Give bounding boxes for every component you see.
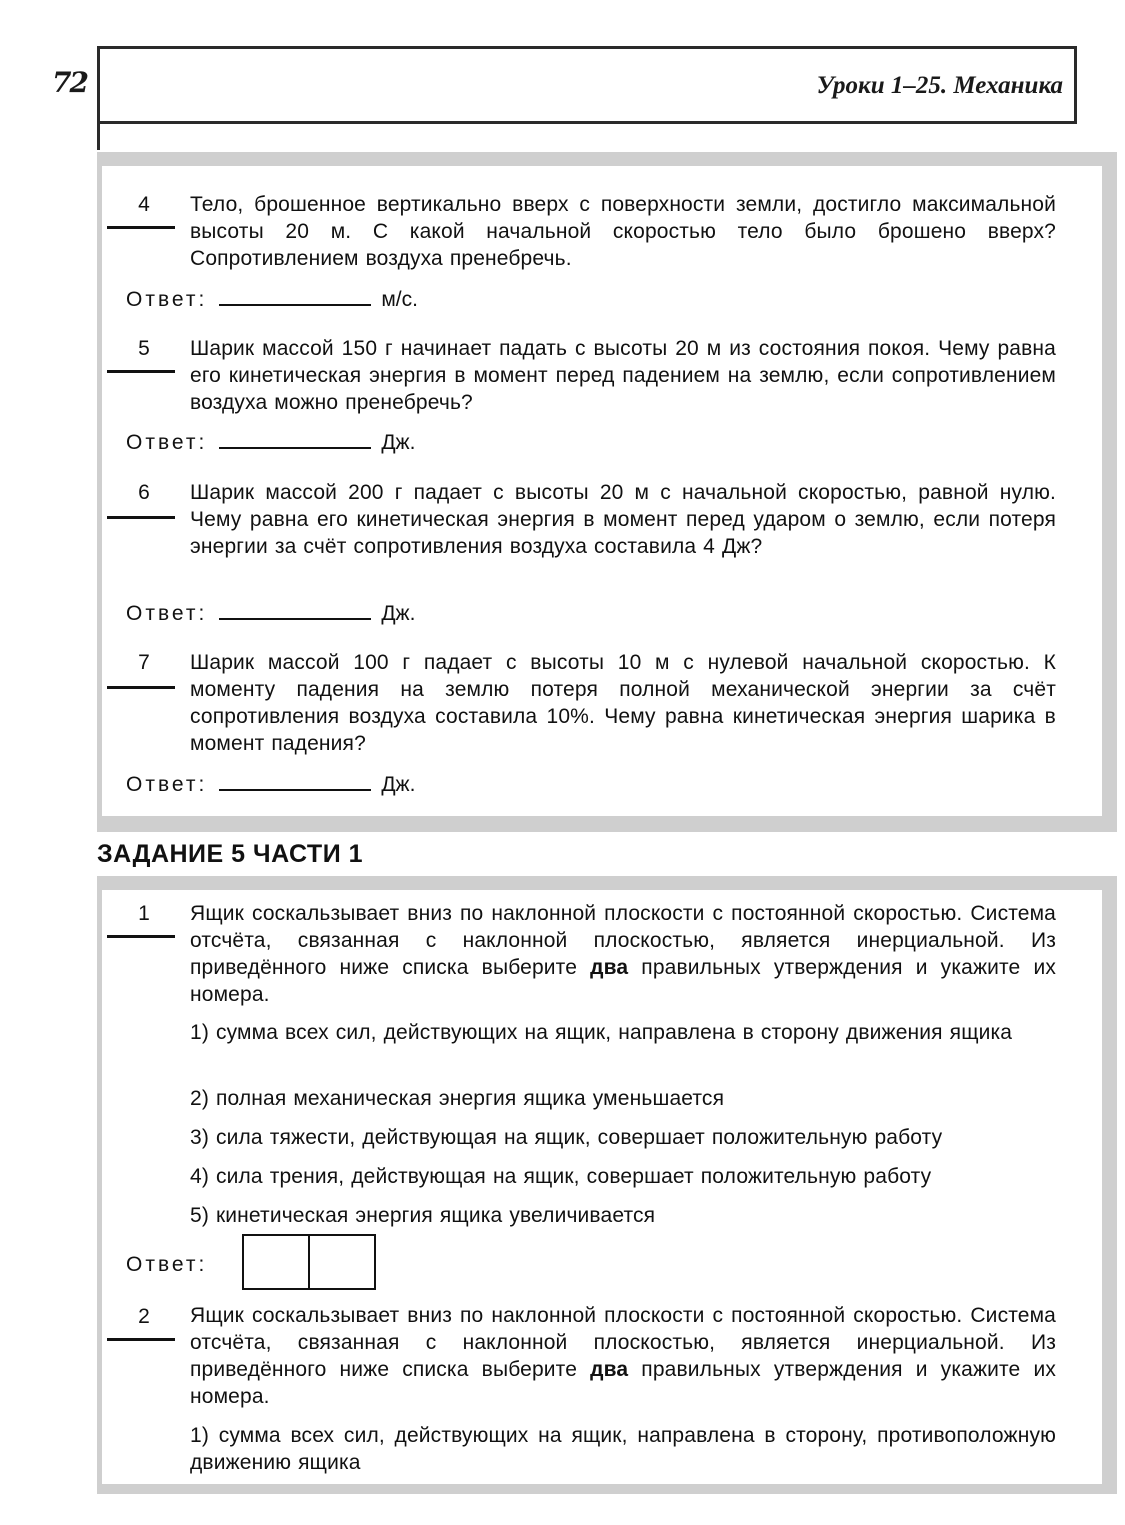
task-text: [190, 900, 1056, 1008]
answer-blank[interactable]: [219, 284, 371, 306]
answer-blank[interactable]: [219, 598, 371, 620]
task-text: [190, 1302, 1056, 1410]
option-item: 3) сила тяжести, действующая на ящик, совершает положительную работу: [190, 1126, 943, 1149]
task-text-emphasis: два: [590, 1358, 629, 1381]
answer-label: Ответ:: [126, 431, 208, 454]
task-number-rule: [107, 370, 175, 373]
task-number: 4: [138, 193, 150, 216]
answer-line: [126, 769, 415, 797]
answer-line: [126, 427, 415, 455]
answer-unit: Дж.: [381, 602, 416, 625]
page-number: 72: [52, 66, 87, 99]
task-number: 2: [138, 1305, 150, 1328]
answer-box-cell[interactable]: [242, 1234, 310, 1290]
task-text: Шарик массой 200 г падает с высоты 20 м с начальной скоростью, равной нулю. Чему равна его кинетическая энергия в момент перед ударом о землю, если потеря энергии за счёт сопротивления воздуха составила 4 Дж?: [190, 481, 1056, 558]
task-number: 5: [138, 337, 150, 360]
option-item: 1) сумма всех сил, действующих на ящик, направлена в сторону, противоположную движению ящика: [190, 1424, 1056, 1474]
task-number: 6: [138, 481, 150, 504]
task-text-part: правильных утверждения и укажите их номера.: [190, 1358, 1057, 1408]
task-number-rule: [107, 686, 175, 689]
option-item: 4) сила трения, действующая на ящик, совершает положительную работу: [190, 1165, 932, 1188]
answer-blank[interactable]: [219, 769, 371, 791]
answer-box-cell[interactable]: [310, 1234, 376, 1290]
task-number-rule: [107, 516, 175, 519]
task-text-part: Ящик соскальзывает вниз по наклонной плоскости с постоянной скоростью. Система отсчёта, связанная с наклонной плоскостью, является инерциальной. Из приведённого ниже списка выберите: [190, 1304, 1056, 1381]
answer-label: Ответ:: [126, 602, 208, 625]
answer-line: [126, 1253, 207, 1277]
task-text: Тело, брошенное вертикально вверх с поверхности земли, достигло максимальной высоты 20 м. С какой начальной скоростью тело было брошено вверх? Сопротивлением воздуха пренебречь.: [190, 193, 1056, 270]
answer-line: [126, 598, 415, 626]
task-text-part: Ящик соскальзывает вниз по наклонной плоскости с постоянной скоростью. Система отсчёта, связанная с наклонной плоскостью, является инерциальной. Из приведённого ниже списка выберите: [190, 902, 1056, 979]
section-title: ЗАДАНИЕ 5 ЧАСТИ 1: [97, 840, 364, 868]
chapter-title: Уроки 1–25. Механика: [816, 72, 1063, 99]
answer-boxes: [242, 1234, 376, 1290]
answer-unit: м/с.: [381, 288, 418, 311]
answer-label: Ответ:: [126, 773, 208, 796]
answer-label: Ответ:: [126, 1253, 208, 1276]
option-item: 5) кинетическая энергия ящика увеличивается: [190, 1204, 656, 1227]
header-frame-stub: [97, 124, 100, 150]
task-text-part: правильных утверждения и укажите их номера.: [190, 956, 1057, 1006]
task-number-rule: [107, 1338, 175, 1341]
answer-unit: Дж.: [381, 773, 416, 796]
task-number: 1: [138, 902, 150, 925]
option-item: 1) сумма всех сил, действующих на ящик, направлена в сторону движения ящика: [190, 1021, 1013, 1044]
answer-blank[interactable]: [219, 427, 371, 449]
option-item: 2) полная механическая энергия ящика уменьшается: [190, 1087, 725, 1110]
answer-line: [126, 284, 418, 312]
task-text-emphasis: два: [590, 956, 629, 979]
answer-label: Ответ:: [126, 288, 208, 311]
task-text: Шарик массой 150 г начинает падать с высоты 20 м из состояния покоя. Чему равна его кинетическая энергия в момент перед падением на землю, если сопротивлением воздуха можно пренебречь?: [190, 337, 1056, 414]
task-number: 7: [138, 651, 150, 674]
task-number-rule: [107, 226, 175, 229]
answer-unit: Дж.: [381, 431, 416, 454]
task-number-rule: [107, 935, 175, 938]
task-text: Шарик массой 100 г падает с высоты 10 м с нулевой начальной скоростью. К моменту падения на землю потеря полной механической энергии за счёт сопротивления воздуха составила 10%. Чему равна кинетическая энергия шарика в момент падения?: [190, 651, 1056, 755]
